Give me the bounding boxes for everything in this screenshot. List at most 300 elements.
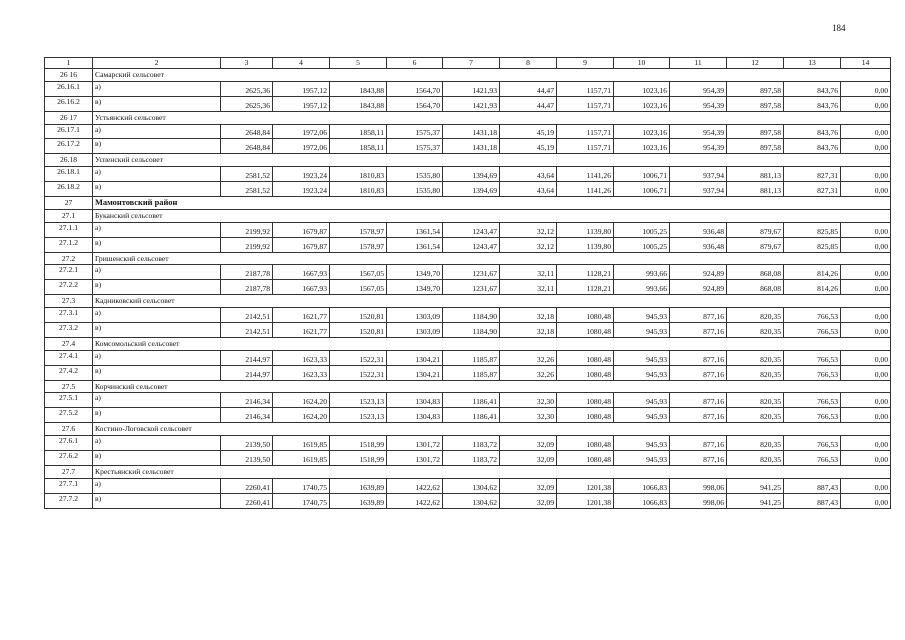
- value-cell: 1361,54: [387, 237, 443, 252]
- value-cell: 827,31: [784, 182, 841, 197]
- section-title: Самарский сельсовет: [93, 69, 891, 82]
- value-cell: 766,53: [784, 393, 841, 408]
- value-cell: 0,00: [841, 182, 891, 197]
- value-cell: 945,93: [614, 365, 670, 380]
- value-cell: 1535,80: [387, 182, 443, 197]
- value-cell: 1023,16: [614, 81, 670, 96]
- value-cell: 2199,92: [221, 222, 273, 237]
- tariff-table: [44, 57, 891, 509]
- value-cell: 32,09: [500, 493, 557, 508]
- table-row: [45, 393, 891, 408]
- table-row: [45, 139, 891, 154]
- value-cell: 2625,36: [221, 96, 273, 111]
- value-cell: 1006,71: [614, 167, 670, 182]
- value-cell: 1957,12: [273, 81, 330, 96]
- value-cell: 941,25: [727, 493, 784, 508]
- row-code: 27.2.1: [45, 265, 93, 280]
- row-letter: а): [93, 478, 221, 493]
- section-title: Гришенский сельсовет: [93, 252, 891, 265]
- value-cell: 44,47: [500, 96, 557, 111]
- value-cell: 1139,80: [557, 237, 614, 252]
- value-cell: 1157,71: [557, 124, 614, 139]
- row-code: 27.6.1: [45, 436, 93, 451]
- value-cell: 1624,20: [273, 393, 330, 408]
- value-cell: 1128,21: [557, 265, 614, 280]
- value-cell: 2142,51: [221, 308, 273, 323]
- value-cell: 766,53: [784, 408, 841, 423]
- value-cell: 1080,48: [557, 365, 614, 380]
- value-cell: 0,00: [841, 365, 891, 380]
- value-cell: 1639,89: [330, 478, 387, 493]
- row-letter: а): [93, 393, 221, 408]
- section-title: Кадниковский сельсовет: [93, 295, 891, 308]
- row-code: 26.18.1: [45, 167, 93, 182]
- value-cell: 32,26: [500, 350, 557, 365]
- value-cell: 1421,93: [443, 96, 500, 111]
- column-number: 14: [841, 58, 891, 69]
- column-number: 13: [784, 58, 841, 69]
- row-code: 27.5.1: [45, 393, 93, 408]
- table-row: [45, 323, 891, 338]
- value-cell: 1185,87: [443, 365, 500, 380]
- value-cell: 1679,87: [273, 222, 330, 237]
- value-cell: 1304,83: [387, 408, 443, 423]
- value-cell: 1623,33: [273, 365, 330, 380]
- value-cell: 0,00: [841, 237, 891, 252]
- value-cell: 1349,70: [387, 265, 443, 280]
- value-cell: 945,93: [614, 350, 670, 365]
- value-cell: 1518,99: [330, 451, 387, 466]
- value-cell: 897,58: [727, 139, 784, 154]
- column-number-row: [45, 58, 891, 69]
- value-cell: 877,16: [670, 451, 727, 466]
- value-cell: 1523,13: [330, 408, 387, 423]
- value-cell: 1858,11: [330, 124, 387, 139]
- value-cell: 1080,48: [557, 308, 614, 323]
- section-row: [45, 423, 891, 436]
- row-letter: а): [93, 124, 221, 139]
- value-cell: 1303,09: [387, 323, 443, 338]
- value-cell: 820,35: [727, 308, 784, 323]
- value-cell: 766,53: [784, 436, 841, 451]
- value-cell: 1080,48: [557, 451, 614, 466]
- value-cell: 1005,25: [614, 237, 670, 252]
- value-cell: 877,16: [670, 436, 727, 451]
- row-letter: в): [93, 323, 221, 338]
- value-cell: 897,58: [727, 81, 784, 96]
- value-cell: 945,93: [614, 436, 670, 451]
- value-cell: 1080,48: [557, 393, 614, 408]
- value-cell: 0,00: [841, 308, 891, 323]
- value-cell: 1157,71: [557, 96, 614, 111]
- value-cell: 1431,18: [443, 139, 500, 154]
- value-cell: 879,67: [727, 222, 784, 237]
- section-row: [45, 209, 891, 222]
- table-row: [45, 365, 891, 380]
- value-cell: 1578,97: [330, 222, 387, 237]
- value-cell: 32,12: [500, 222, 557, 237]
- value-cell: 954,39: [670, 139, 727, 154]
- table-row: [45, 350, 891, 365]
- value-cell: 1575,37: [387, 139, 443, 154]
- value-cell: 2146,34: [221, 393, 273, 408]
- table-row: [45, 96, 891, 111]
- value-cell: 945,93: [614, 308, 670, 323]
- value-cell: 32,09: [500, 436, 557, 451]
- value-cell: 1080,48: [557, 408, 614, 423]
- value-cell: 32,11: [500, 280, 557, 295]
- column-number: 2: [93, 58, 221, 69]
- value-cell: 2146,34: [221, 408, 273, 423]
- column-number: 5: [330, 58, 387, 69]
- row-code: 27.2: [45, 252, 93, 265]
- value-cell: 2187,78: [221, 265, 273, 280]
- value-cell: 1243,47: [443, 222, 500, 237]
- value-cell: 0,00: [841, 478, 891, 493]
- value-cell: 0,00: [841, 350, 891, 365]
- section-row: [45, 154, 891, 167]
- value-cell: 1394,69: [443, 182, 500, 197]
- row-code: 27.7: [45, 465, 93, 478]
- value-cell: 1128,21: [557, 280, 614, 295]
- value-cell: 0,00: [841, 265, 891, 280]
- row-letter: а): [93, 350, 221, 365]
- value-cell: 1431,18: [443, 124, 500, 139]
- value-cell: 32,09: [500, 451, 557, 466]
- value-cell: 0,00: [841, 408, 891, 423]
- value-cell: 843,76: [784, 124, 841, 139]
- value-cell: 1923,24: [273, 167, 330, 182]
- row-letter: в): [93, 365, 221, 380]
- value-cell: 897,58: [727, 96, 784, 111]
- row-code: 26.17.2: [45, 139, 93, 154]
- value-cell: 1621,77: [273, 308, 330, 323]
- value-cell: 2199,92: [221, 237, 273, 252]
- value-cell: 879,67: [727, 237, 784, 252]
- value-cell: 1422,62: [387, 493, 443, 508]
- column-number: 9: [557, 58, 614, 69]
- section-row: [45, 337, 891, 350]
- row-code: 27.1.2: [45, 237, 93, 252]
- value-cell: 1667,93: [273, 280, 330, 295]
- row-letter: в): [93, 182, 221, 197]
- value-cell: 32,18: [500, 323, 557, 338]
- section-title: Комсомольский сельсовет: [93, 337, 891, 350]
- value-cell: 936,48: [670, 222, 727, 237]
- value-cell: 2648,84: [221, 139, 273, 154]
- value-cell: 954,39: [670, 81, 727, 96]
- value-cell: 1183,72: [443, 451, 500, 466]
- row-code: 27.4.1: [45, 350, 93, 365]
- table-row: [45, 451, 891, 466]
- value-cell: 1006,71: [614, 182, 670, 197]
- value-cell: 1422,62: [387, 478, 443, 493]
- value-cell: 843,76: [784, 81, 841, 96]
- value-cell: 32,12: [500, 237, 557, 252]
- value-cell: 2581,52: [221, 182, 273, 197]
- row-letter: а): [93, 167, 221, 182]
- value-cell: 954,39: [670, 96, 727, 111]
- value-cell: 1231,67: [443, 280, 500, 295]
- row-code: 27.5: [45, 380, 93, 393]
- row-code: 27.1: [45, 209, 93, 222]
- value-cell: 998,06: [670, 493, 727, 508]
- table-row: [45, 222, 891, 237]
- value-cell: 1567,05: [330, 280, 387, 295]
- value-cell: 993,66: [614, 280, 670, 295]
- value-cell: 1349,70: [387, 280, 443, 295]
- value-cell: 814,26: [784, 280, 841, 295]
- value-cell: 44,47: [500, 81, 557, 96]
- table-row: [45, 182, 891, 197]
- value-cell: 45,19: [500, 139, 557, 154]
- section-row: [45, 111, 891, 124]
- value-cell: 766,53: [784, 365, 841, 380]
- district-title: Мамонтовский район: [93, 197, 891, 210]
- column-number: 8: [500, 58, 557, 69]
- section-row: [45, 465, 891, 478]
- value-cell: 1522,31: [330, 350, 387, 365]
- value-cell: 32,26: [500, 365, 557, 380]
- value-cell: 1858,11: [330, 139, 387, 154]
- value-cell: 1578,97: [330, 237, 387, 252]
- value-cell: 1183,72: [443, 436, 500, 451]
- value-cell: 1066,83: [614, 478, 670, 493]
- value-cell: 1080,48: [557, 323, 614, 338]
- value-cell: 1619,85: [273, 451, 330, 466]
- value-cell: 877,16: [670, 365, 727, 380]
- value-cell: 820,35: [727, 323, 784, 338]
- column-number: 10: [614, 58, 670, 69]
- table-row: [45, 81, 891, 96]
- section-title: Корчинский сельсовет: [93, 380, 891, 393]
- column-number: 6: [387, 58, 443, 69]
- row-letter: в): [93, 280, 221, 295]
- value-cell: 1139,80: [557, 222, 614, 237]
- value-cell: 0,00: [841, 451, 891, 466]
- value-cell: 993,66: [614, 265, 670, 280]
- value-cell: 1243,47: [443, 237, 500, 252]
- value-cell: 945,93: [614, 323, 670, 338]
- value-cell: 0,00: [841, 323, 891, 338]
- row-code: 26 17: [45, 111, 93, 124]
- value-cell: 1157,71: [557, 81, 614, 96]
- row-code: 27.3: [45, 295, 93, 308]
- value-cell: 954,39: [670, 124, 727, 139]
- value-cell: 820,35: [727, 436, 784, 451]
- row-code: 27: [45, 197, 93, 210]
- value-cell: 868,08: [727, 280, 784, 295]
- row-letter: в): [93, 408, 221, 423]
- value-cell: 1301,72: [387, 436, 443, 451]
- row-letter: в): [93, 96, 221, 111]
- value-cell: 1810,83: [330, 182, 387, 197]
- value-cell: 1023,16: [614, 139, 670, 154]
- value-cell: 814,26: [784, 265, 841, 280]
- value-cell: 1201,38: [557, 493, 614, 508]
- value-cell: 945,93: [614, 408, 670, 423]
- value-cell: 2260,41: [221, 493, 273, 508]
- page-number: 184: [832, 23, 846, 33]
- table-row: [45, 308, 891, 323]
- value-cell: 1520,81: [330, 308, 387, 323]
- value-cell: 825,85: [784, 237, 841, 252]
- row-code: 27.3.1: [45, 308, 93, 323]
- value-cell: 32,09: [500, 478, 557, 493]
- value-cell: 1639,89: [330, 493, 387, 508]
- table-row: [45, 493, 891, 508]
- value-cell: 43,64: [500, 182, 557, 197]
- row-code: 27.2.2: [45, 280, 93, 295]
- value-cell: 1518,99: [330, 436, 387, 451]
- table-body: [45, 58, 891, 509]
- value-cell: 941,25: [727, 478, 784, 493]
- value-cell: 1185,87: [443, 350, 500, 365]
- row-code: 26 16: [45, 69, 93, 82]
- section-row: [45, 252, 891, 265]
- value-cell: 2260,41: [221, 478, 273, 493]
- row-code: 27.6: [45, 423, 93, 436]
- value-cell: 1141,26: [557, 167, 614, 182]
- value-cell: 1005,25: [614, 222, 670, 237]
- value-cell: 1066,83: [614, 493, 670, 508]
- row-code: 27.3.2: [45, 323, 93, 338]
- row-letter: в): [93, 237, 221, 252]
- section-title: Устьянский сельсовет: [93, 111, 891, 124]
- value-cell: 1564,70: [387, 81, 443, 96]
- value-cell: 887,43: [784, 493, 841, 508]
- value-cell: 1621,77: [273, 323, 330, 338]
- row-letter: а): [93, 265, 221, 280]
- section-title: Буканский сельсовет: [93, 209, 891, 222]
- value-cell: 924,89: [670, 280, 727, 295]
- table-row: [45, 167, 891, 182]
- value-cell: 0,00: [841, 167, 891, 182]
- value-cell: 1023,16: [614, 124, 670, 139]
- value-cell: 924,89: [670, 265, 727, 280]
- section-title: Костино-Логовской сельсовет: [93, 423, 891, 436]
- row-letter: а): [93, 308, 221, 323]
- value-cell: 1304,83: [387, 393, 443, 408]
- value-cell: 766,53: [784, 323, 841, 338]
- value-cell: 1623,33: [273, 350, 330, 365]
- value-cell: 1575,37: [387, 124, 443, 139]
- value-cell: 820,35: [727, 350, 784, 365]
- value-cell: 0,00: [841, 436, 891, 451]
- row-code: 26.16.1: [45, 81, 93, 96]
- value-cell: 936,48: [670, 237, 727, 252]
- table-row: [45, 237, 891, 252]
- value-cell: 0,00: [841, 96, 891, 111]
- value-cell: 1810,83: [330, 167, 387, 182]
- value-cell: 2625,36: [221, 81, 273, 96]
- value-cell: 1304,62: [443, 478, 500, 493]
- value-cell: 2139,50: [221, 451, 273, 466]
- section-title: Крестьянский сельсовет: [93, 465, 891, 478]
- value-cell: 887,43: [784, 478, 841, 493]
- value-cell: 1184,90: [443, 323, 500, 338]
- row-letter: а): [93, 81, 221, 96]
- section-row: [45, 295, 891, 308]
- value-cell: 0,00: [841, 81, 891, 96]
- value-cell: 897,58: [727, 124, 784, 139]
- value-cell: 1535,80: [387, 167, 443, 182]
- value-cell: 1394,69: [443, 167, 500, 182]
- value-cell: 1843,88: [330, 96, 387, 111]
- value-cell: 766,53: [784, 451, 841, 466]
- value-cell: 32,18: [500, 308, 557, 323]
- value-cell: 820,35: [727, 408, 784, 423]
- value-cell: 1843,88: [330, 81, 387, 96]
- column-number: 12: [727, 58, 784, 69]
- value-cell: 32,30: [500, 408, 557, 423]
- value-cell: 1624,20: [273, 408, 330, 423]
- column-number: 3: [221, 58, 273, 69]
- value-cell: 877,16: [670, 350, 727, 365]
- row-letter: а): [93, 436, 221, 451]
- value-cell: 0,00: [841, 493, 891, 508]
- value-cell: 0,00: [841, 393, 891, 408]
- row-code: 27.4.2: [45, 365, 93, 380]
- value-cell: 1303,09: [387, 308, 443, 323]
- row-code: 27.4: [45, 337, 93, 350]
- row-letter: в): [93, 451, 221, 466]
- row-letter: в): [93, 139, 221, 154]
- table-row: [45, 408, 891, 423]
- value-cell: 1231,67: [443, 265, 500, 280]
- value-cell: 1304,21: [387, 365, 443, 380]
- value-cell: 820,35: [727, 393, 784, 408]
- value-cell: 945,93: [614, 393, 670, 408]
- column-number: 1: [45, 58, 93, 69]
- value-cell: 45,19: [500, 124, 557, 139]
- value-cell: 881,13: [727, 182, 784, 197]
- value-cell: 2139,50: [221, 436, 273, 451]
- value-cell: 881,13: [727, 167, 784, 182]
- value-cell: 0,00: [841, 280, 891, 295]
- value-cell: 32,11: [500, 265, 557, 280]
- value-cell: 1304,21: [387, 350, 443, 365]
- value-cell: 1740,75: [273, 493, 330, 508]
- value-cell: 820,35: [727, 451, 784, 466]
- value-cell: 1157,71: [557, 139, 614, 154]
- value-cell: 1080,48: [557, 350, 614, 365]
- value-cell: 1186,41: [443, 408, 500, 423]
- value-cell: 2187,78: [221, 280, 273, 295]
- value-cell: 1972,06: [273, 139, 330, 154]
- value-cell: 1301,72: [387, 451, 443, 466]
- row-code: 26.16.2: [45, 96, 93, 111]
- value-cell: 2144,97: [221, 365, 273, 380]
- section-title: Успенский сельсовет: [93, 154, 891, 167]
- table-row: [45, 280, 891, 295]
- value-cell: 0,00: [841, 124, 891, 139]
- column-number: 7: [443, 58, 500, 69]
- value-cell: 1304,62: [443, 493, 500, 508]
- row-code: 27.7.2: [45, 493, 93, 508]
- value-cell: 1361,54: [387, 222, 443, 237]
- row-letter: а): [93, 222, 221, 237]
- value-cell: 825,85: [784, 222, 841, 237]
- row-code: 26.17.1: [45, 124, 93, 139]
- value-cell: 32,30: [500, 393, 557, 408]
- section-row: [45, 69, 891, 82]
- value-cell: 1523,13: [330, 393, 387, 408]
- value-cell: 1923,24: [273, 182, 330, 197]
- value-cell: 843,76: [784, 96, 841, 111]
- value-cell: 1972,06: [273, 124, 330, 139]
- value-cell: 43,64: [500, 167, 557, 182]
